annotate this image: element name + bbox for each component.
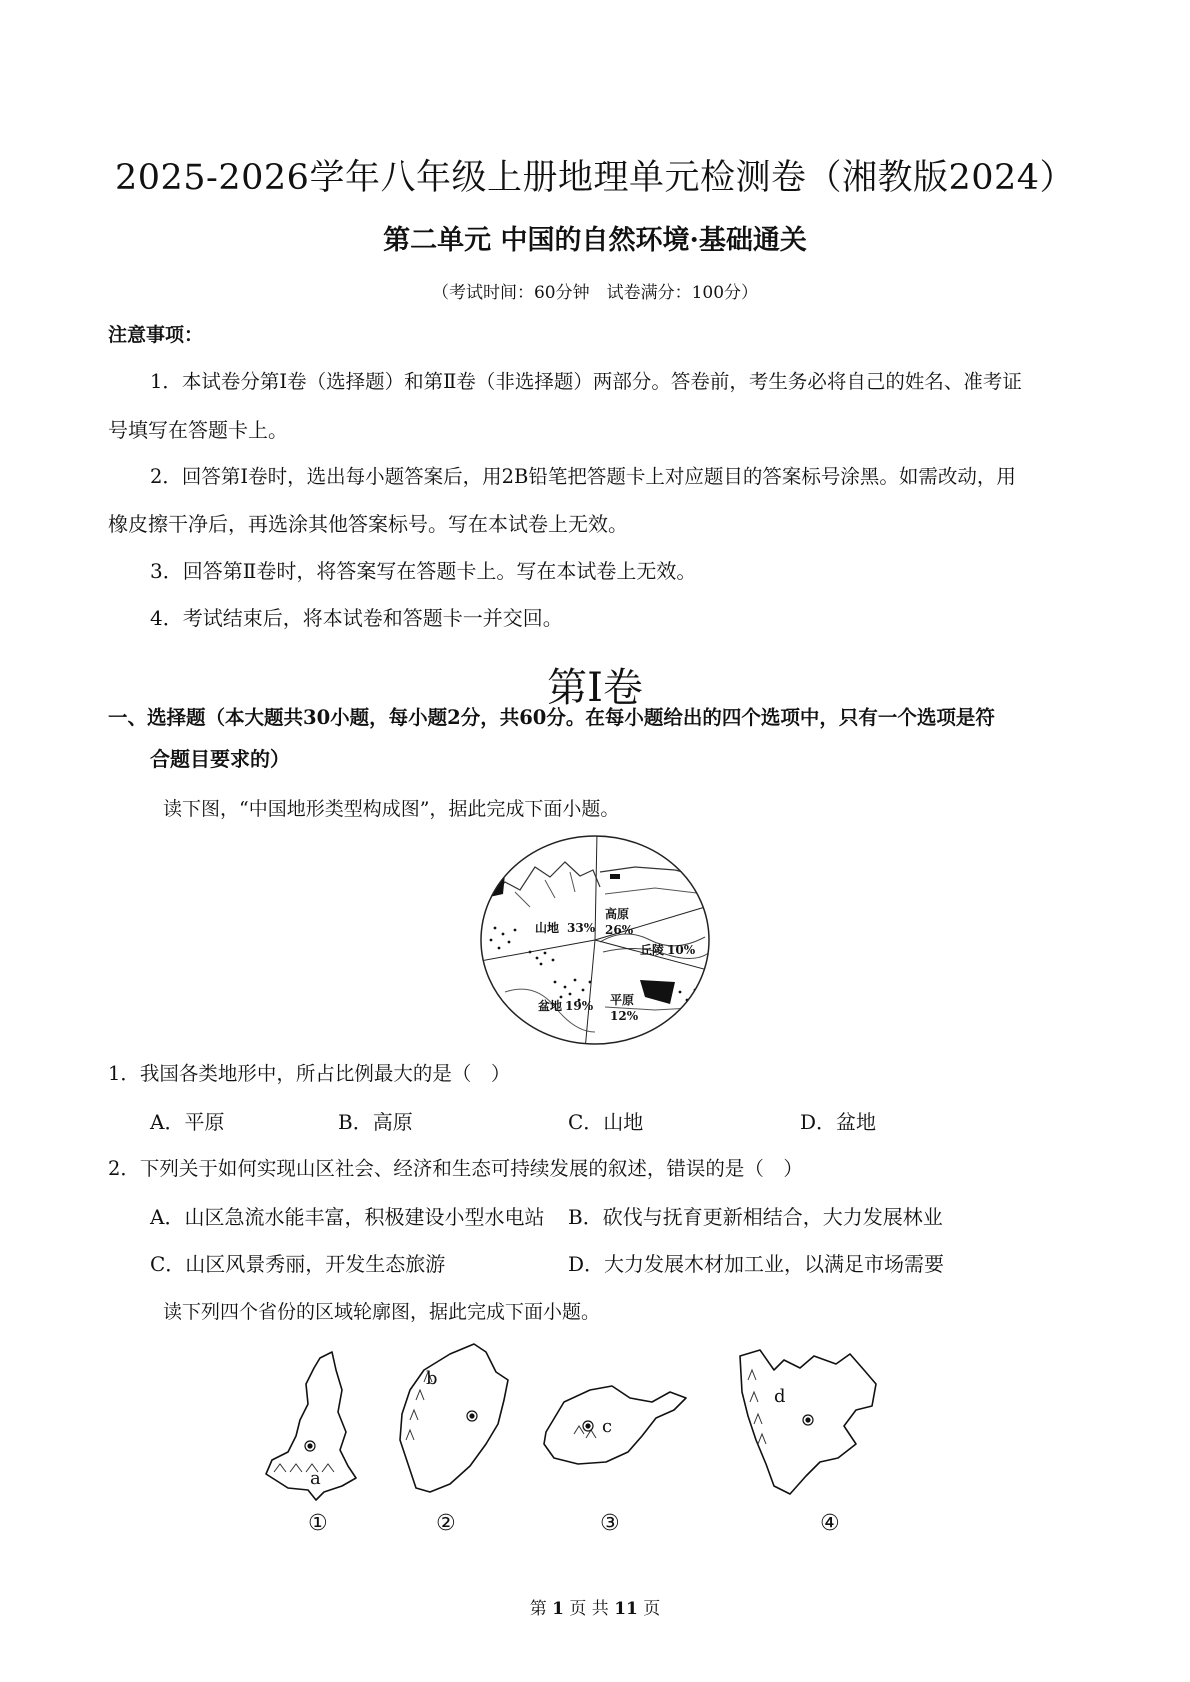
exam-time-info: （考试时间：60分钟 试卷满分：100分） [431, 283, 759, 303]
question-2-option-a: A．山区急流水能丰富，积极建设小型水电站 [150, 1205, 545, 1229]
notice-item-1-cont: 号填写在答题卡上。 [108, 418, 288, 442]
map-label-a: a [310, 1468, 321, 1489]
question-2-stem: 2．下列关于如何实现山区社会、经济和生态可持续发展的叙述，错误的是（ ） [108, 1157, 803, 1180]
pie-label-hill: 丘陵 [640, 943, 665, 957]
notice-item-1: 1．本试卷分第Ⅰ卷（选择题）和第Ⅱ卷（非选择题）两部分。答卷前，考生务必将自己的姓名、准考证 [150, 370, 1022, 393]
exam-subtitle: 第二单元 中国的自然环境·基础通关 [383, 225, 807, 256]
part1-heading: 一、选择题（本大题共30小题，每小题2分，共60分。在每小题给出的四个选项中，只有一个选项是符 [108, 706, 995, 729]
footer-page-number: 1 [552, 1599, 564, 1619]
page-footer [0, 1594, 1190, 1619]
pie-label-plateau: 高原 [605, 907, 630, 921]
map-number-2: ② [436, 1511, 456, 1536]
pie-pct-basin: 19% [565, 999, 594, 1013]
footer-total-pages: 11 [614, 1599, 638, 1619]
map-number-3: ③ [600, 1511, 620, 1536]
question-2-option-c: C．山区风景秀丽，开发生态旅游 [150, 1252, 446, 1276]
section-title: 第Ⅰ卷 [547, 665, 643, 711]
pie-label-plain: 平原 [610, 993, 635, 1007]
question-1-option-b: B．高原 [338, 1110, 413, 1134]
intro-pie-chart: 读下图，“中国地形类型构成图”，据此完成下面小题。 [163, 798, 620, 820]
footer-pre: 第 [529, 1599, 547, 1619]
notice-item-2: 2．回答第Ⅰ卷时，选出每小题答案后，用2B铅笔把答题卡上对应题目的答案标号涂黑。如需改动，用 [150, 465, 1016, 488]
pie-pct-plateau: 26% [605, 923, 634, 937]
question-1-stem: 1．我国各类地形中，所占比例最大的是（ ） [108, 1062, 511, 1085]
terrain-pie-figure [475, 832, 715, 1050]
intro-province-maps: 读下列四个省份的区域轮廓图，据此完成下面小题。 [163, 1301, 601, 1323]
pie-pct-plain: 12% [610, 1009, 639, 1023]
pie-label-mountain: 山地 [535, 921, 560, 935]
map-label-d: d [774, 1386, 786, 1407]
footer-post: 页 [643, 1599, 661, 1619]
pie-pct-hill: 10% [667, 943, 696, 957]
question-2-option-b: B．砍伐与抚育更新相结合，大力发展林业 [568, 1205, 943, 1229]
pie-label-basin: 盆地 [538, 999, 563, 1013]
part1-heading-cont: 合题目要求的） [150, 747, 290, 771]
exam-title: 2025-2026学年八年级上册地理单元检测卷（湘教版2024） [114, 158, 1076, 198]
map-label-b: b [426, 1368, 438, 1389]
province-outline-maps-figure [260, 1340, 940, 1540]
notice-item-4: 4．考试结束后，将本试卷和答题卡一并交回。 [150, 606, 563, 630]
map-number-1: ① [308, 1511, 328, 1536]
notice-heading: 注意事项： [108, 324, 204, 346]
question-1-option-a: A．平原 [150, 1110, 225, 1134]
notice-item-2-cont: 橡皮擦干净后，再选涂其他答案标号。写在本试卷上无效。 [108, 512, 628, 536]
question-1-option-d: D．盆地 [800, 1110, 877, 1134]
map-number-4: ④ [820, 1511, 840, 1536]
notice-item-3: 3．回答第Ⅱ卷时，将答案写在答题卡上。写在本试卷上无效。 [150, 559, 697, 583]
map-label-c: c [602, 1416, 613, 1437]
question-2-option-d: D．大力发展木材加工业，以满足市场需要 [568, 1252, 945, 1276]
pie-pct-mountain: 33% [567, 921, 596, 935]
footer-mid: 页 共 [569, 1599, 609, 1619]
question-1-option-c: C．山地 [568, 1110, 644, 1134]
